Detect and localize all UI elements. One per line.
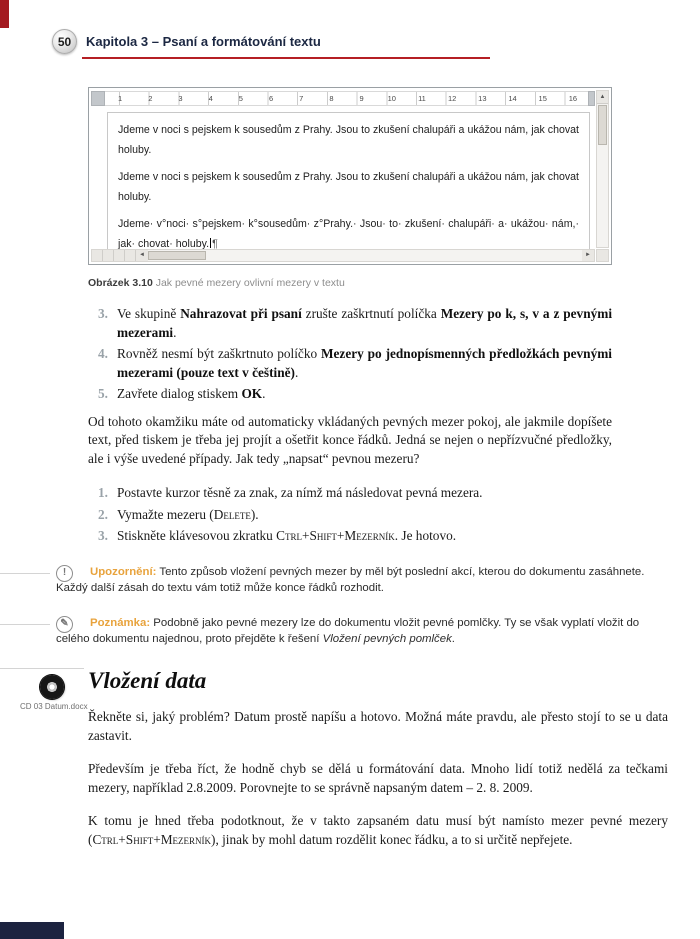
caption-label: Obrázek 3.10 [88,277,153,289]
ruler-number: 8 [329,94,334,103]
section-paragraph-1: Řekněte si, jaký problém? Datum prostě napíšu a hotovo. Možná máte pravdu, ale přesto stojí to se u data zastavit. [88,708,668,743]
step-text-bold: Mezery po k, s, v a z pevnými mezerami [117,306,613,340]
ruler-number: 11 [418,94,426,103]
cd-icon [40,675,64,699]
text-caret-icon [210,238,211,248]
ruler-number: 4 [208,94,213,103]
section-paragraph-2: Především je třeba říct, že hodně chyb se dělá u formátování data. Mnoho lidí totiž nedělá za tečkami mezery, například 2.8.2009. Porovnejte to se správně napsaným datem – 2. 8. 2009. [88,760,668,795]
section-paragraph-3-text: K tomu je hned třeba podotknout, že v takto zapsaném datu musí být namísto mezer pevné mezery ( [88,812,668,847]
text-boundary [107,112,590,249]
step-item [88,305,612,342]
doc-paragraph-2: Jdeme v noci s pejskem k sousedům z Prahy. Jsou to zkušení chalupáři a ukážou nám, jak chovat holuby. [118,171,579,203]
document-area [91,108,595,249]
step-text-bold: Nahrazovat při psaní [180,306,302,321]
ruler-number: 5 [238,94,243,103]
ruler-number: 12 [447,94,457,103]
ruler-number: 16 [568,94,578,103]
remark-body-end: . [451,633,455,645]
step-number: 3. [98,528,108,543]
step-number: 5. [98,386,108,401]
step-text [117,527,612,546]
figure-caption [88,277,700,289]
header-rule [82,57,490,59]
ruler-number: 13 [478,94,487,103]
ruler-number: 1 [118,94,123,103]
ruler-number: 3 [178,94,183,103]
step-text-segment: Stiskněte klávesovou zkratku [117,528,277,543]
horizontal-scrollbar [91,249,595,262]
step-text [117,305,612,342]
doc-paragraph-1: Jdeme v noci s pejskem k sousedům z Prahy. Jsou to zkušení chalupáři a ukážou nám, jak chovat holuby. [118,124,579,156]
footer-accent-bar [0,922,64,939]
step-text [117,506,612,525]
step-text-segment: Vymažte mezeru ( [117,506,214,522]
warning-body: Tento způsob vložení pevných mezer by měl být poslední akcí, kterou do dokumentu zasáhnete. Každý další zásah do textu vám totiž může konce řádků rozhodit. [56,565,645,594]
horizontal-scrollbar-track [206,250,582,261]
step-text-segment: Zavřete dialog stiskem [117,386,242,401]
step-item [88,484,612,503]
warning-icon: ! [56,565,73,582]
section-paragraph-3-end: ), jinak by mohl datum rozdělit konec řádku, a to si určitě nepřejete. [211,832,573,847]
remark-note [56,615,668,648]
step-text-smallcaps: Ctrl+Shift+Mezerník [276,528,395,543]
step-item [88,506,612,525]
doc-paragraph-3-text: Jdeme· v°noci· s°pejskem· k°sousedům· z°Prahy.· Jsou· to· zkušení· chalupáři· a· ukážou· nám,· jak· chovat· holuby. [118,218,579,249]
step-text [117,484,612,503]
margin-rule [0,573,50,574]
page-number: 50 [57,34,72,49]
ruler-margin-left [91,91,105,106]
step-number: 1. [98,485,108,500]
remark-body: Podobně jako pevné mezery lze do dokumentu vložit pevné pomlčky. Ty se však vyplatí vložit do celého dokumentu najednou, proto přejděte k řešení [56,616,640,645]
step-text-segment: zrušte zaškrtnutí políčka [301,306,441,321]
scroll-right-icon: ► [582,250,594,261]
cd-marker [20,675,88,711]
step-text-segment: Postavte kurzor těsně za znak, za nímž má následovat pevná mezera. [117,485,483,500]
ruler [91,91,595,106]
caption-text: Jak pevné mezery ovlivní mezery v textu [152,277,345,289]
intro-paragraph: Od tohoto okamžiku máte od automaticky vkládaných pevných mezer pokoj, ale jakmile dopíšete text, před tiskem je třeba jej projít a ošetřit konce řádků. Jedná se nejen o nepřízvučné předložky, ale i výše uvedené případy. Jak tedy „napsat“ pevnou mezeru? [88,413,612,466]
ruler-number: 7 [299,94,304,103]
ruler-number: 2 [148,94,153,103]
section-paragraph-3-smallcaps: Ctrl+Shift+Mezerník [92,832,212,847]
vertical-scrollbar [596,90,609,248]
cd-file-label: CD 03 Datum.docx [20,701,88,711]
remark-label: Poznámka: [90,616,151,629]
step-text-segment: ). [250,506,259,522]
steps-list-insert-space [88,484,612,546]
vertical-scrollbar-thumb [598,105,607,145]
scroll-left-icon: ◄ [136,250,148,261]
step-item [88,345,612,382]
steps-list-settings [88,305,612,404]
step-text-bold: Mezery po jednopísmenných předložkách pevnými mezerami (pouze text v češtině) [117,346,612,380]
margin-rule [0,624,50,625]
ruler-numbers [105,91,588,106]
ruler-margin-right [588,91,595,106]
step-text [117,385,612,404]
margin-rule [0,668,84,669]
remark-italic: Vložení pevných pomlček [322,633,452,645]
warning-label: Upozornění: [90,565,157,578]
step-number: 2. [98,506,108,522]
section-heading-block [20,667,700,711]
ruler-number: 15 [538,94,547,103]
scroll-up-icon: ▲ [597,91,608,104]
step-text-smallcaps: Delete [213,506,251,522]
pilcrow-mark: ¶ [212,237,218,249]
step-text-segment: . [173,324,177,340]
view-buttons [92,250,136,261]
step-text-segment: Rovněž nesmí být zaškrtnuto políčko [117,346,321,361]
step-text-bold: OK [241,386,263,401]
pencil-icon: ✎ [56,616,73,633]
doc-paragraph-3 [118,215,579,249]
page-header [0,0,700,54]
step-item [88,385,612,404]
scrollbar-corner [596,249,609,262]
ruler-number: 9 [359,94,364,103]
step-item [88,527,612,546]
ruler-number: 6 [268,94,274,103]
corner-accent-bar [0,0,9,28]
chapter-title: Kapitola 3 – Psaní a formátování textu [86,34,321,49]
section-paragraph-3 [88,811,668,850]
step-text [117,345,612,382]
word-screenshot [88,87,612,265]
section-title: Vložení data [88,667,207,693]
step-text-segment: . [294,364,299,380]
step-number: 4. [98,346,108,361]
ruler-number: 10 [387,94,396,103]
step-text-segment: Ve skupině [117,306,181,321]
step-number: 3. [98,306,108,321]
step-text-segment: . [262,386,266,401]
ruler-number: 14 [508,94,517,103]
warning-note-text [56,564,668,597]
step-text-segment: . Je hotovo. [394,528,457,543]
horizontal-scrollbar-thumb [148,251,206,260]
remark-note-text [56,615,668,648]
warning-note [56,564,668,597]
page-number-badge [52,29,77,54]
